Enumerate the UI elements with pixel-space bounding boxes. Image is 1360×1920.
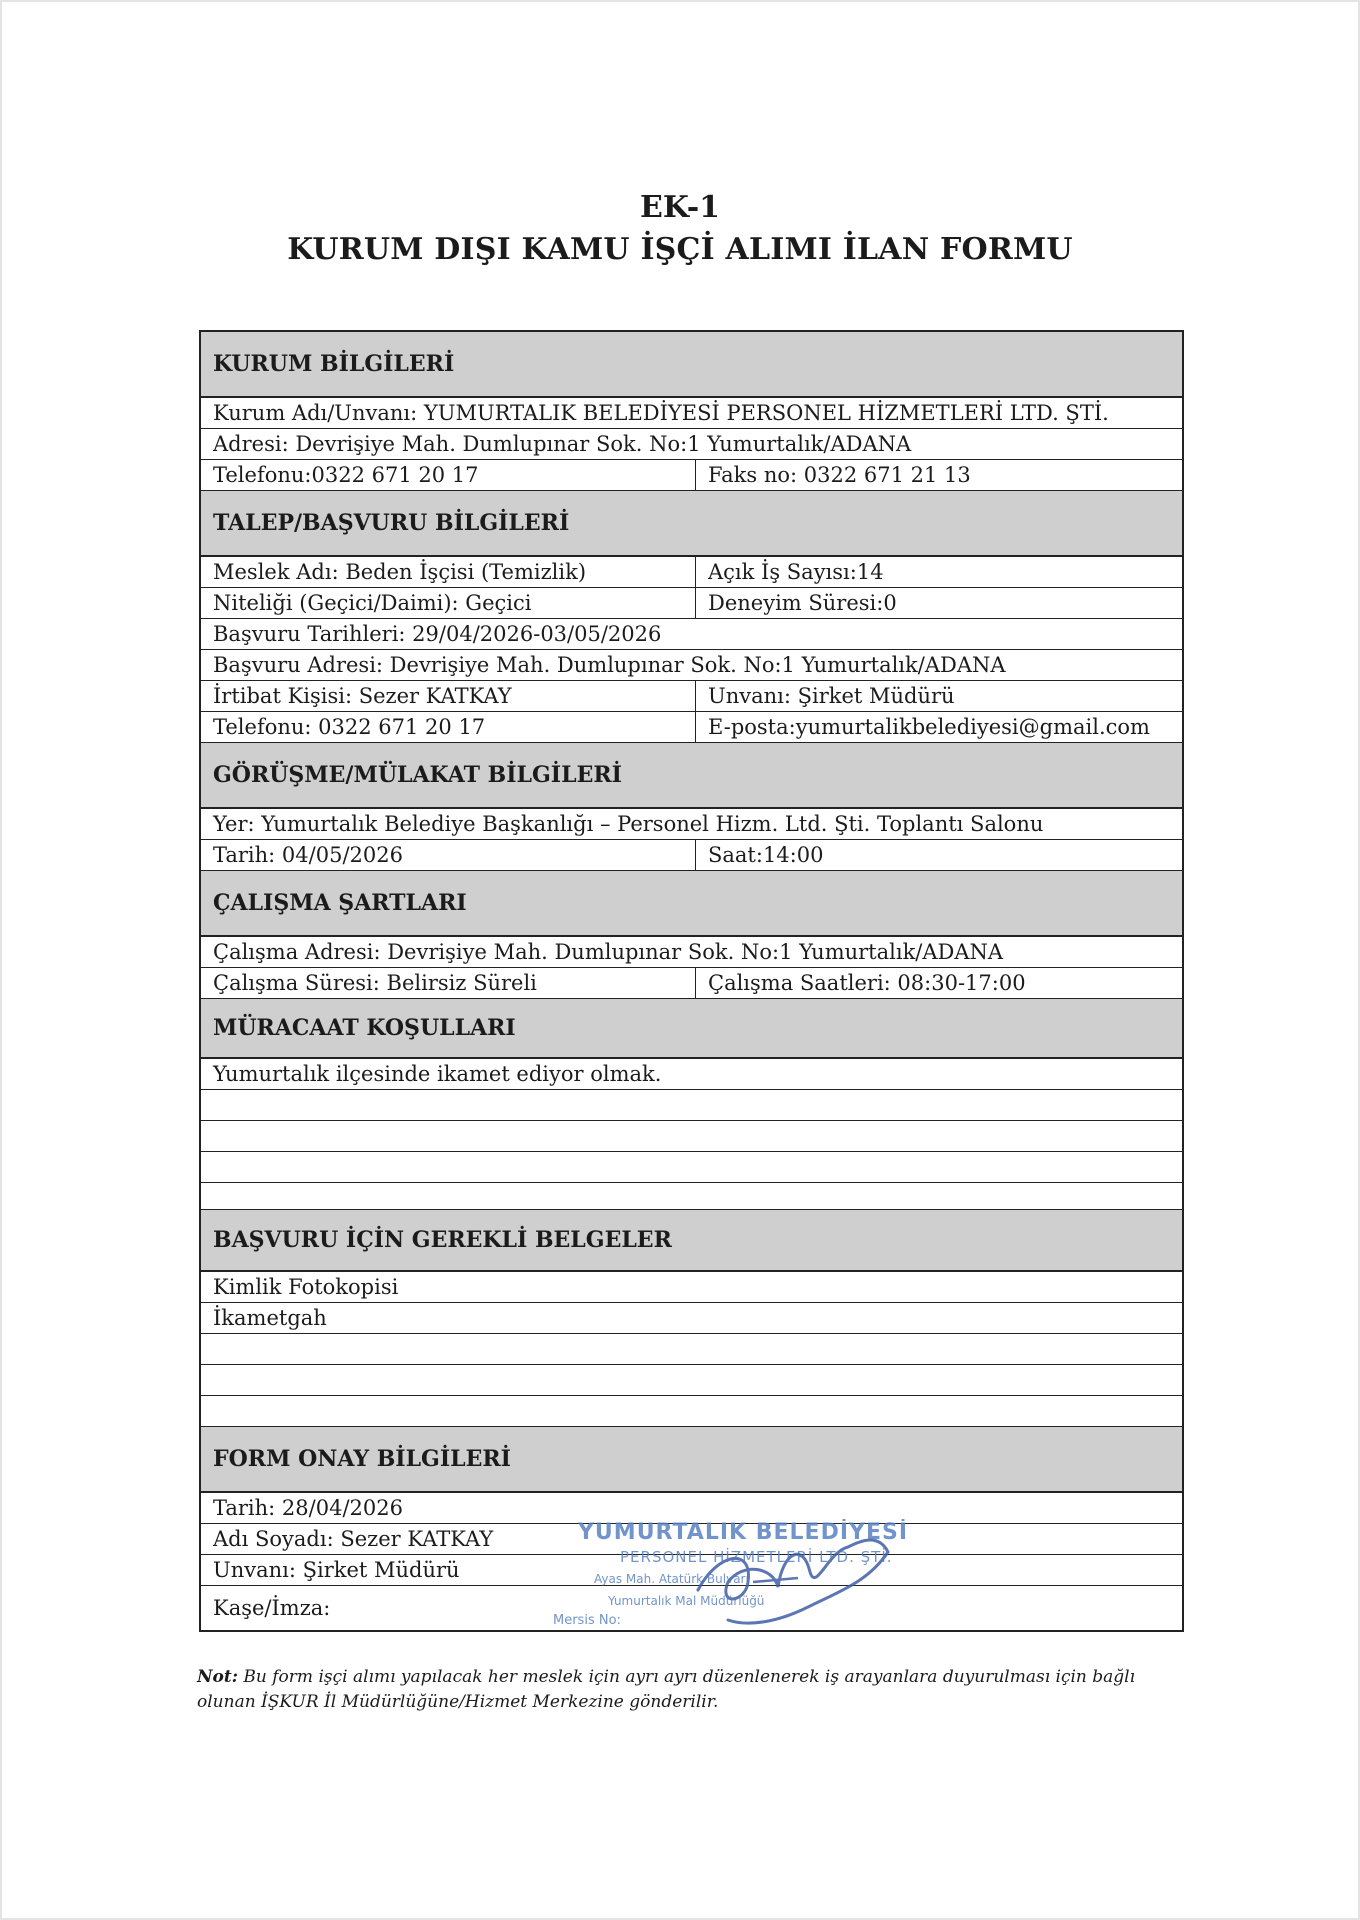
talep-tarihler: Başvuru Tarihleri: 29/04/2026-03/05/2026 (213, 622, 662, 646)
onay-imza: Kaşe/İmza: (213, 1596, 331, 1620)
note-text: Bu form işçi alımı yapılacak her meslek için ayrı ayrı düzenlenerek iş arayanlara duyurulması için bağlı olunan İŞKUR İl Müdürlüğüne/Hizmet Merkezine gönderilir. (197, 1667, 1136, 1712)
gorusme-saat: Saat:14:00 (708, 843, 824, 867)
kurum-faks: Faks no: 0322 671 21 13 (708, 463, 971, 487)
talep-acik-is: Açık İş Sayısı:14 (708, 560, 884, 584)
blank-row (201, 1334, 1182, 1365)
gorusme-yer: Yer: Yumurtalık Belediye Başkanlığı – Personel Hizm. Ltd. Şti. Toplantı Salonu (213, 812, 1044, 836)
stamp-line-4: Yumurtalık Mal Müdürlüğü (608, 1594, 765, 1608)
blank-row (201, 1121, 1182, 1152)
blank-row (201, 1365, 1182, 1396)
talep-niteligi: Niteliği (Geçici/Daimi): Geçici (201, 588, 696, 618)
calisma-sure: Çalışma Süresi: Belirsiz Süreli (201, 968, 696, 998)
blank-row (201, 1183, 1182, 1210)
section-kurum-heading: KURUM BİLGİLERİ (201, 332, 1182, 398)
stamp-line-3: Ayas Mah. Atatürk Bulvarı (594, 1572, 749, 1586)
section-gorusme-heading: GÖRÜŞME/MÜLAKAT BİLGİLERİ (201, 743, 1182, 809)
talep-telefon: Telefonu: 0322 671 20 17 (201, 712, 696, 742)
muracaat-item: Yumurtalık ilçesinde ikamet ediyor olmak. (213, 1062, 662, 1086)
section-talep-heading: TALEP/BAŞVURU BİLGİLERİ (201, 491, 1182, 557)
gorusme-tarih: Tarih: 04/05/2026 (201, 840, 696, 870)
talep-adres: Başvuru Adresi: Devrişiye Mah. Dumlupınar Sok. No:1 Yumurtalık/ADANA (213, 653, 1006, 677)
talep-deneyim: Deneyim Süresi:0 (708, 591, 897, 615)
belge-item: Kimlik Fotokopisi (213, 1275, 399, 1299)
stamp-line-1: YUMURTALIK BELEDİYESİ (578, 1520, 909, 1545)
blank-row (201, 1396, 1182, 1427)
footer-note (197, 1665, 1197, 1715)
section-calisma-heading: ÇALIŞMA ŞARTLARI (201, 871, 1182, 937)
blank-row (201, 1090, 1182, 1121)
kurum-adres: Adresi: Devrişiye Mah. Dumlupınar Sok. No:1 Yumurtalık/ADANA (213, 432, 912, 456)
onay-tarih: Tarih: 28/04/2026 (213, 1496, 403, 1520)
annex-label: EK-1 (639, 190, 721, 225)
talep-eposta: E-posta:yumurtalikbelediyesi@gmail.com (708, 715, 1150, 739)
announcement-form (199, 330, 1184, 1632)
onay-unvan: Unvanı: Şirket Müdürü (213, 1558, 460, 1582)
belge-item: İkametgah (213, 1306, 327, 1330)
talep-unvan: Unvanı: Şirket Müdürü (708, 684, 955, 708)
talep-meslek: Meslek Adı: Beden İşçisi (Temizlik) (201, 557, 696, 587)
talep-irtibat: İrtibat Kişisi: Sezer KATKAY (201, 681, 696, 711)
section-onay-heading: FORM ONAY BİLGİLERİ (201, 1427, 1182, 1493)
calisma-adres: Çalışma Adresi: Devrişiye Mah. Dumlupınar Sok. No:1 Yumurtalık/ADANA (213, 940, 1004, 964)
kurum-telefon: Telefonu:0322 671 20 17 (201, 460, 696, 490)
page-title: KURUM DIŞI KAMU İŞÇİ ALIMI İLAN FORMU (287, 232, 1073, 267)
note-label: Not: (197, 1667, 239, 1687)
onay-adi: Adı Soyadı: Sezer KATKAY (213, 1527, 494, 1551)
blank-row (201, 1152, 1182, 1183)
stamp-line-5: Mersis No: (553, 1613, 621, 1628)
calisma-saatler: Çalışma Saatleri: 08:30-17:00 (708, 971, 1026, 995)
section-belgeler-heading: BAŞVURU İÇİN GEREKLİ BELGELER (201, 1210, 1182, 1272)
stamp-line-2: PERSONEL HİZMETLERİ LTD. ŞTİ. (620, 1548, 893, 1566)
section-muracaat-heading: MÜRACAAT KOŞULLARI (201, 999, 1182, 1059)
kurum-adi: Kurum Adı/Unvanı: YUMURTALIK BELEDİYESİ PERSONEL HİZMETLERİ LTD. ŞTİ. (213, 401, 1109, 425)
